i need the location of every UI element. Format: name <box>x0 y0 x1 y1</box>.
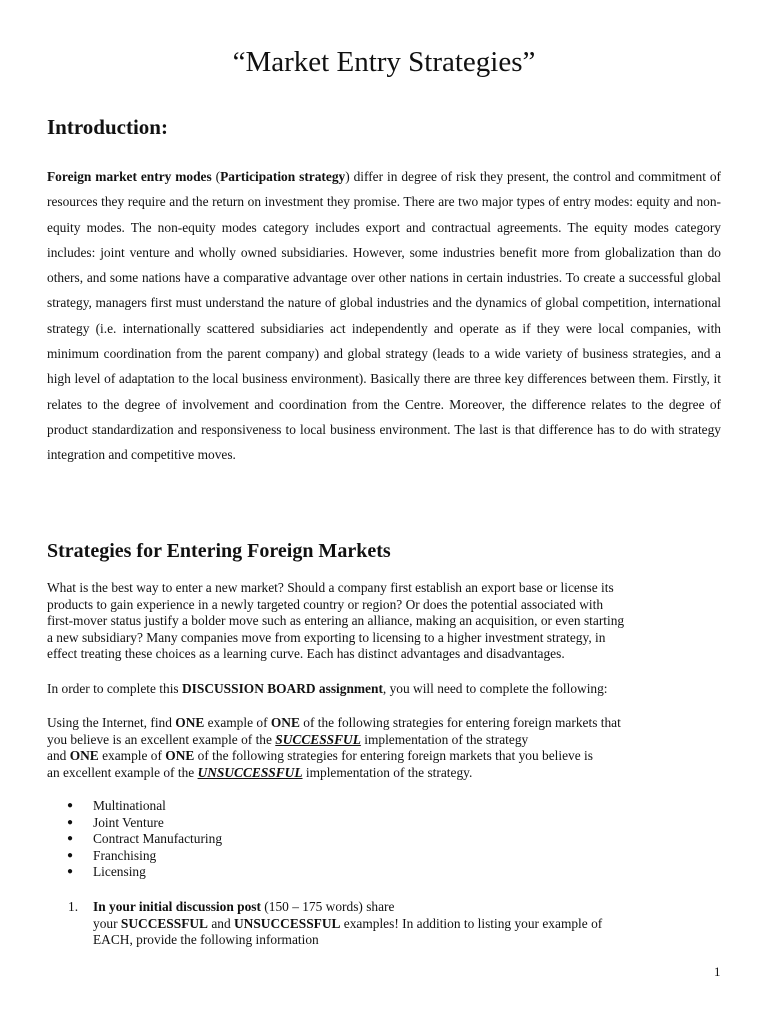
text-span: you believe is an excellent example of the <box>47 731 276 747</box>
paragraph-line <box>47 765 737 782</box>
text-span: implementation of the strategy <box>360 731 529 747</box>
text-span: , you will need to complete the following: <box>382 681 608 696</box>
strategies-intro-paragraph <box>47 580 737 663</box>
list-item-label: Contract Manufacturing <box>93 831 223 847</box>
text-span: In order to complete this <box>47 681 182 696</box>
list-item <box>47 864 222 881</box>
text-span: example of <box>98 748 166 764</box>
bullet-icon: ● <box>67 800 74 811</box>
paragraph-line <box>47 715 737 732</box>
unsuccessful-emphasis: UNSUCCESSFUL <box>197 764 303 780</box>
initial-post-bold: In your initial discussion post <box>93 899 261 914</box>
discussion-board-bold: DISCUSSION BOARD assignment <box>182 681 383 696</box>
introduction-paragraph <box>47 164 721 468</box>
list-item <box>47 798 222 815</box>
text-span: your <box>93 915 121 931</box>
item-number: 1. <box>68 899 79 914</box>
paragraph-line <box>93 899 737 916</box>
one-bold: ONE <box>175 715 205 730</box>
text-span: of the following strategies for entering foreign markets that you believe is <box>194 748 593 764</box>
list-item <box>47 831 222 848</box>
paragraph-line <box>47 748 737 765</box>
text-span: examples! In addition to listing your example of <box>340 915 603 931</box>
bullet-icon: ● <box>67 816 74 828</box>
paragraph-line: effect treating these choices as a learning curve. Each has distinct advantages and disadvantages. <box>47 646 565 662</box>
text-span: example of <box>204 715 271 730</box>
intro-bold-participation: Participation strategy <box>220 169 346 184</box>
text-span: and <box>47 748 70 764</box>
intro-text: ) differ in degree of risk they present, the control and commitment of resources they require and the return on investment they promise. There are two major types of entry modes: equity and non-equity modes. The non-equity modes category includes export and contractual agreements. The equity modes category includes: joint venture and wholly owned subsidiaries. However, some industries benefit more from globalization than do others, and some nations have a comparative advantage over other nations in certain industries. To create a successful global strategy, managers first must understand the nature of global industries and the dynamics of global competition, international strategy (i.e. internationally scattered subsidiaries act independently and operate as if they were local companies, with minimum coordination from the parent company) and global strategy (leads to a wide variety of business strategies, and a high level of adaptation to the local business environment). Basically there are three key differences between them. Firstly, it relates to the degree of involvement and coordination from the Centre. Moreover, the difference relates to the degree of product standardization and responsiveness to local business environment. The last is that difference has to do with strategy integration and competitive moves. <box>47 169 721 463</box>
paragraph-line: first-mover status justify a bolder move such as entering an alliance, making an acquisition, or even starting <box>47 613 625 629</box>
numbered-item-text <box>93 899 737 949</box>
paragraph-line: a new subsidiary? Many companies move from exporting to licensing to a higher investment strategy, in <box>47 629 606 645</box>
paragraph-line: products to gain experience in a newly targeted country or region? Or does the potential associated with <box>47 596 604 612</box>
bullet-icon: ● <box>67 833 74 845</box>
assignment-paragraph <box>47 681 737 698</box>
list-item-label: Licensing <box>93 864 146 880</box>
successful-emphasis: SUCCESSFUL <box>275 731 361 747</box>
strategy-list <box>47 798 222 881</box>
document-title: “Market Entry Strategies” <box>232 46 536 78</box>
intro-bold-lead: Foreign market entry modes <box>47 169 212 184</box>
intro-paren-open: ( <box>211 169 221 184</box>
paragraph-line: EACH, provide the following information <box>93 932 319 948</box>
one-bold: ONE <box>270 715 300 730</box>
bullet-icon: ● <box>67 866 74 878</box>
page-number: 1 <box>714 964 721 979</box>
list-item <box>47 815 222 832</box>
text-span: Using the Internet, find <box>47 715 176 730</box>
strategies-heading: Strategies for Entering Foreign Markets <box>47 540 391 562</box>
successful-bold: SUCCESSFUL <box>120 915 208 931</box>
unsuccessful-bold: UNSUCCESSFUL <box>234 915 341 931</box>
paragraph-line <box>47 732 737 749</box>
list-item <box>47 848 222 865</box>
text-span: an excellent example of the <box>47 764 198 780</box>
list-item-label: Franchising <box>93 847 157 863</box>
paragraph-line <box>93 916 737 933</box>
list-item-label: Joint Venture <box>93 814 164 830</box>
one-bold: ONE <box>69 748 99 764</box>
text-span: and <box>207 915 235 931</box>
one-bold: ONE <box>165 748 195 764</box>
text-span: (150 – 175 words) share <box>260 899 395 914</box>
numbered-item <box>47 899 737 949</box>
paragraph-line: What is the best way to enter a new market? Should a company first establish an export base or license its <box>47 580 614 595</box>
list-item-label: Multinational <box>93 798 166 813</box>
instructions-paragraph <box>47 715 737 781</box>
introduction-heading: Introduction: <box>47 115 168 139</box>
text-span: implementation of the strategy. <box>302 764 473 780</box>
bullet-icon: ● <box>67 849 74 861</box>
text-span: of the following strategies for entering foreign markets that <box>299 715 621 730</box>
